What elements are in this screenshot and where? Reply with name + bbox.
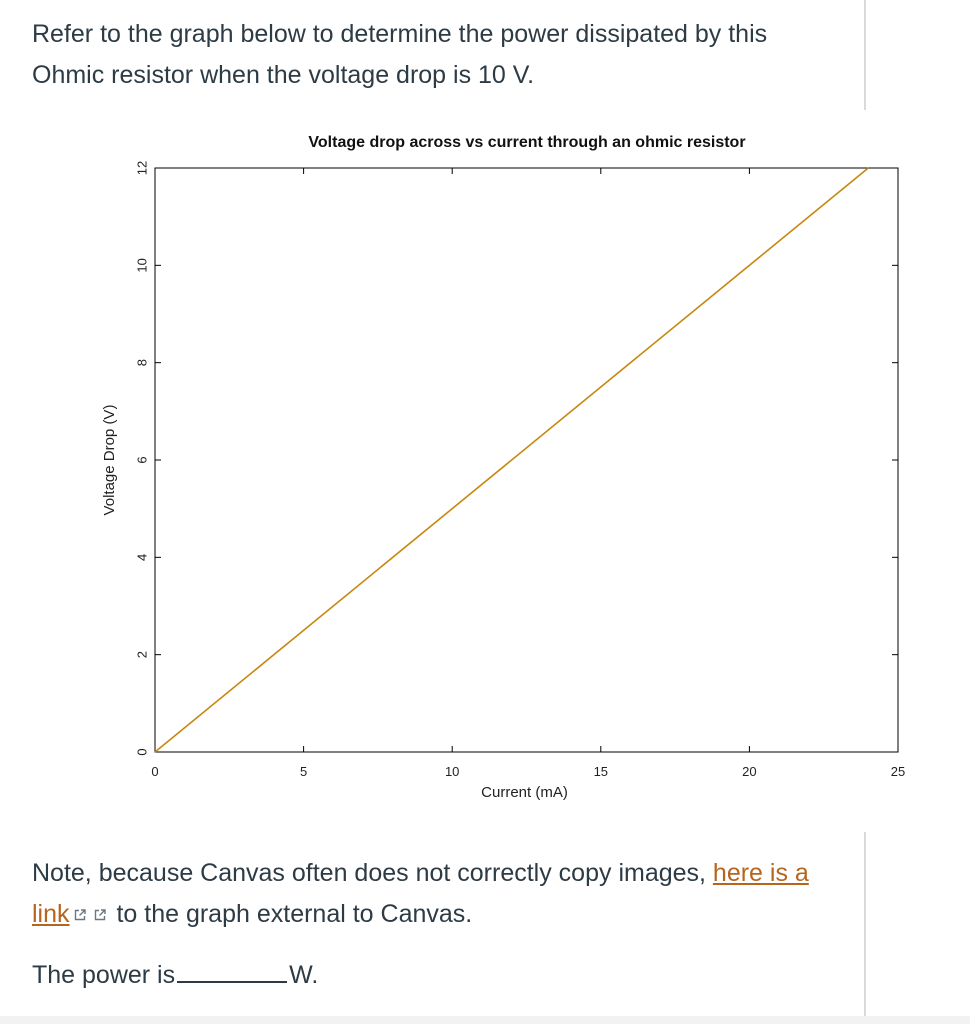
note-text-after: to the graph external to Canvas. [109, 900, 473, 928]
tick-marks [155, 168, 898, 752]
x-tick-labels [151, 764, 905, 779]
answer-suffix: W. [289, 961, 319, 989]
external-link-icon[interactable] [93, 908, 107, 922]
x-tick-label: 5 [299, 764, 308, 779]
x-tick-label: 10 [444, 764, 460, 779]
x-tick-label: 0 [151, 764, 159, 779]
answer-prefix: The power is [32, 961, 176, 989]
answer-blank[interactable] [177, 959, 287, 983]
x-tick-label: 15 [593, 764, 609, 779]
y-tick-labels [135, 161, 150, 756]
x-tick-label: 20 [742, 764, 757, 779]
right-divider-bottom [864, 832, 866, 1024]
external-link-icon[interactable] [73, 908, 87, 922]
y-tick-label: 10 [134, 258, 150, 273]
y-tick-label: 2 [134, 651, 150, 659]
y-tick-label: 8 [134, 359, 150, 367]
answer-line [32, 955, 318, 996]
note-text-before: Note, because Canvas often does not correctly copy images, [32, 859, 713, 887]
footer-bar [0, 1016, 970, 1024]
y-axis-label: Voltage Drop (V) [101, 404, 118, 516]
graph-external-link[interactable]: here is a link [32, 859, 809, 928]
y-tick-label: 12 [134, 160, 150, 176]
y-tick-label: 6 [134, 456, 150, 464]
question-text: Refer to the graph below to determine the power dissipated by this Ohmic resistor when the voltage drop is 10 V. [32, 20, 768, 89]
chart-title: Voltage drop across vs current through an ohmic resistor [308, 134, 746, 151]
y-tick-label: 4 [134, 553, 150, 561]
series-line [155, 168, 868, 752]
note-paragraph [32, 853, 832, 935]
right-divider-top [864, 0, 866, 110]
x-tick-label: 25 [890, 764, 906, 779]
plot-frame [155, 168, 898, 752]
voltage-current-chart [0, 120, 930, 820]
x-axis-label: Current (mA) [481, 784, 568, 801]
y-tick-label: 0 [134, 748, 150, 756]
